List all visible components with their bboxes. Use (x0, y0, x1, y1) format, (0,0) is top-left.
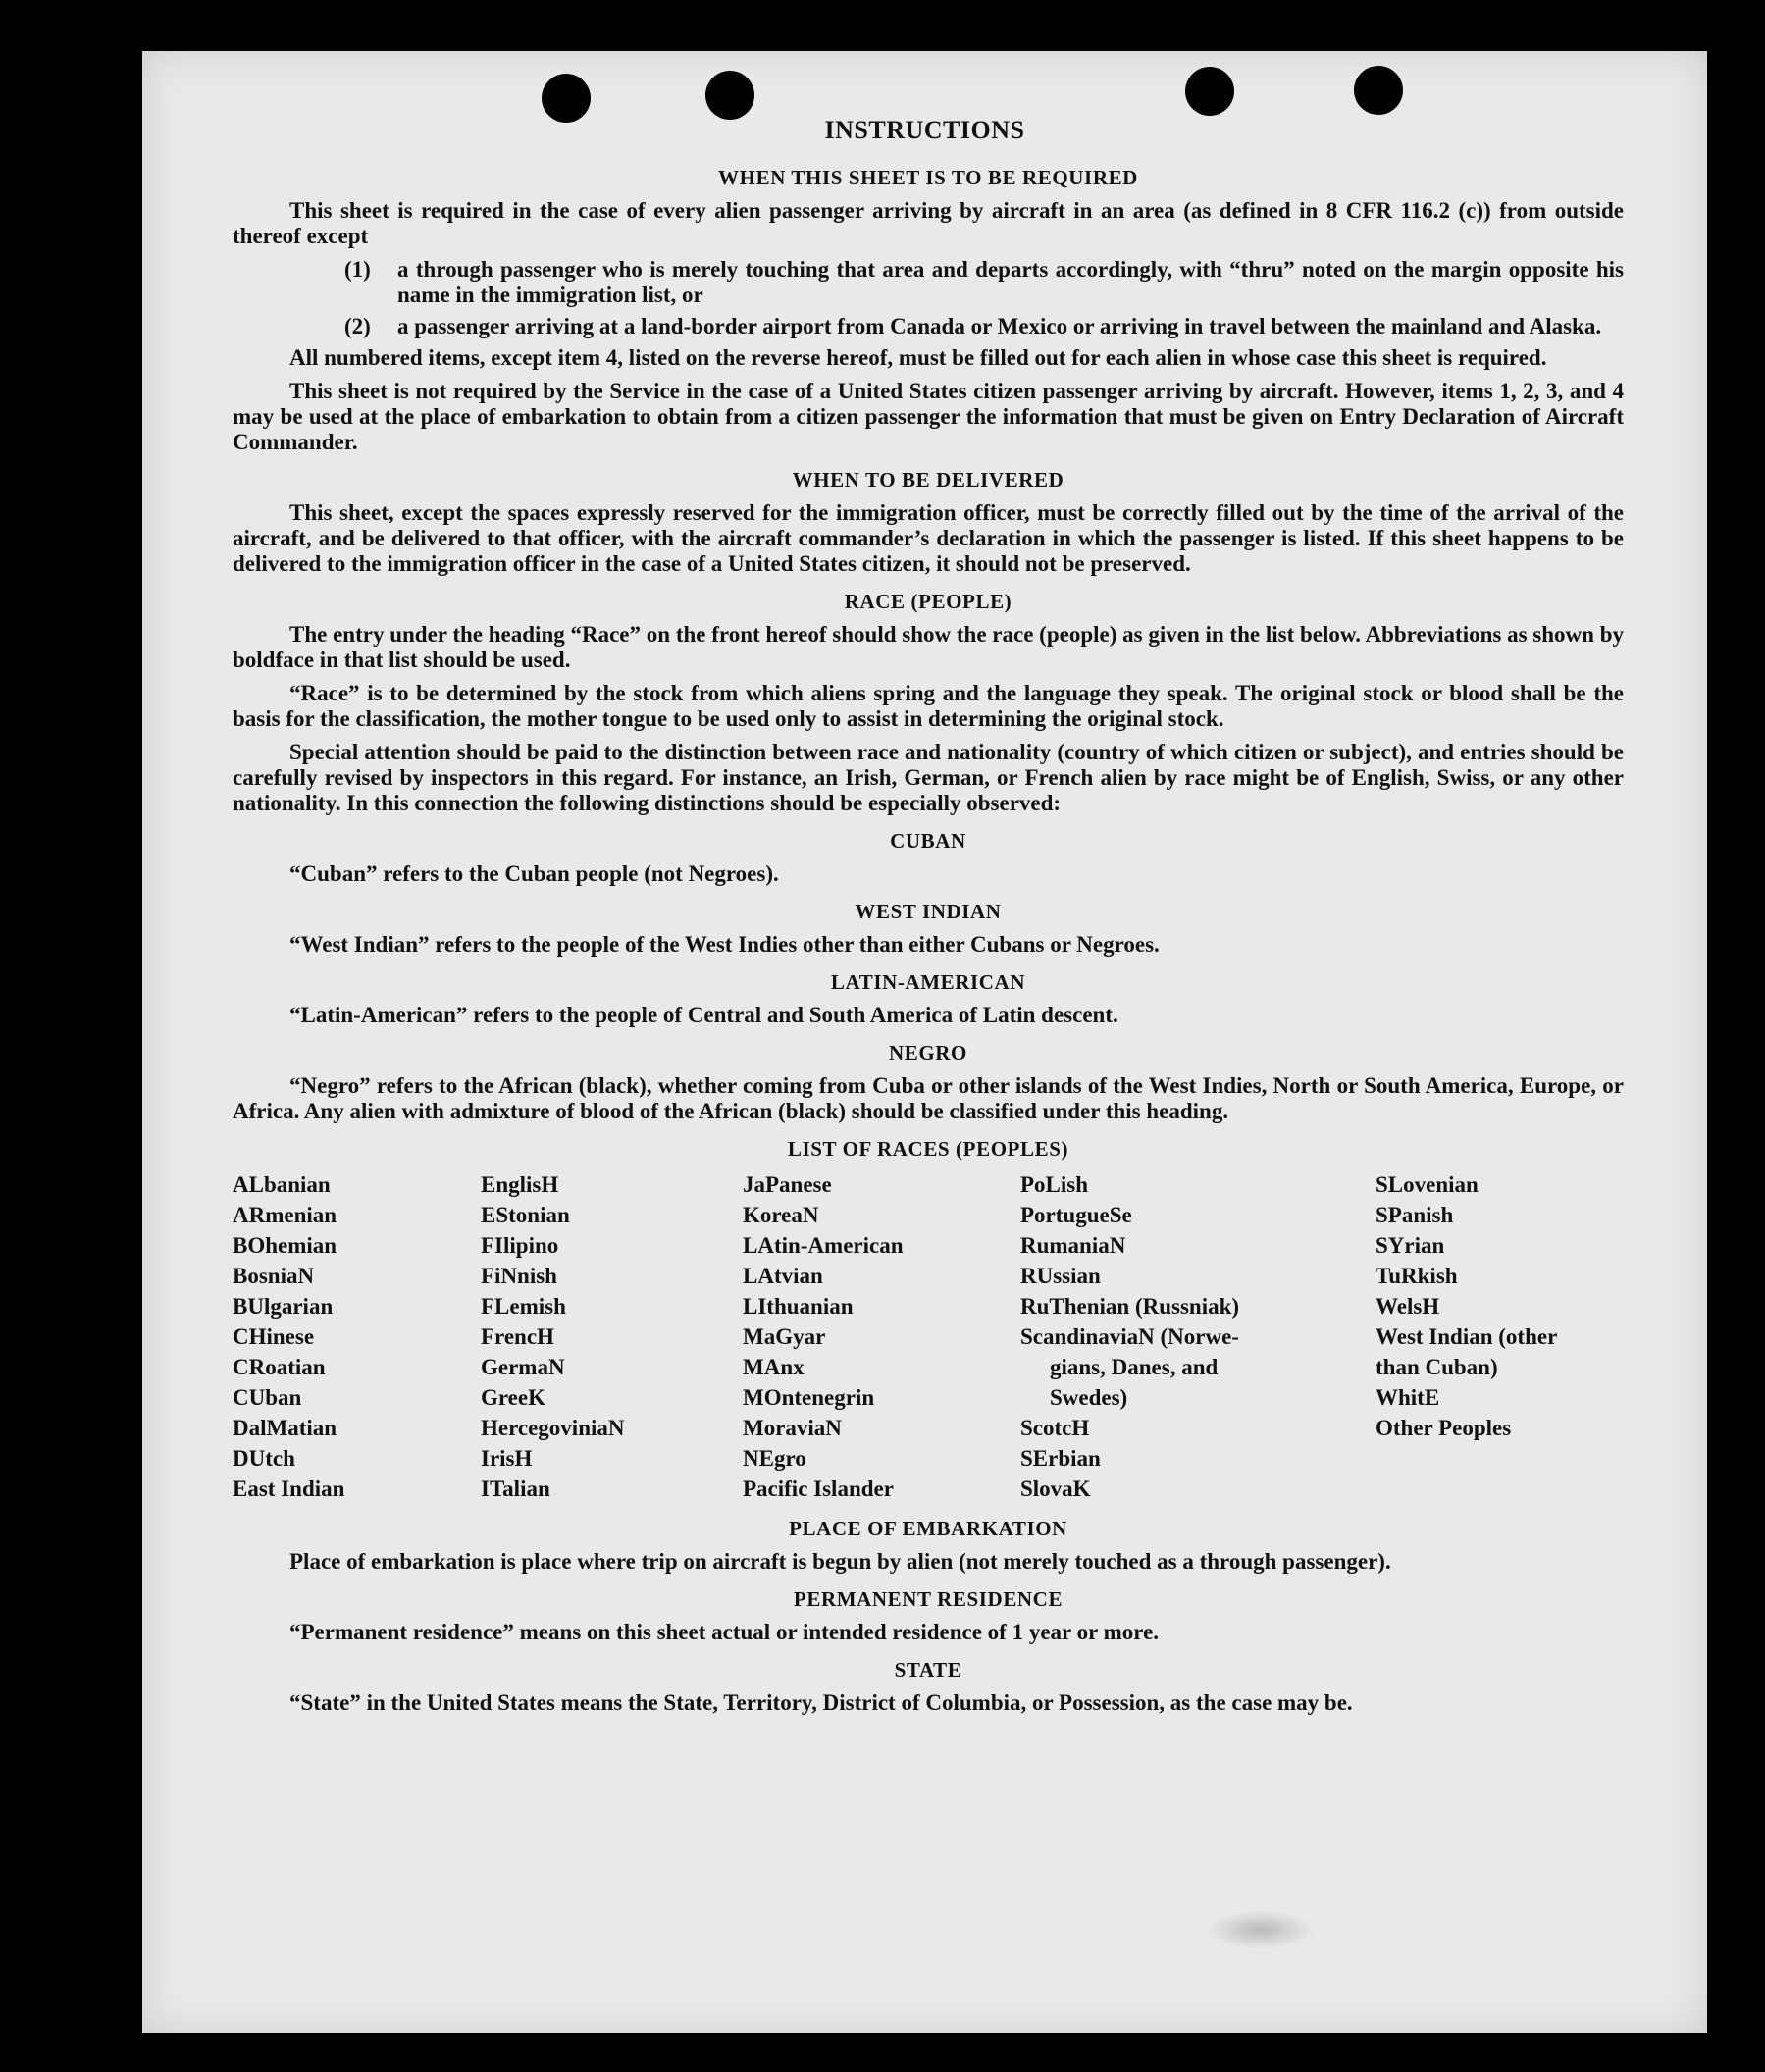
paragraph-negro: “Negro” refers to the African (black), whether coming from Cuba or other islands of the West Indies, North or South America, Europe, or Africa. Any alien with admixture of blood of the African (black) should be classified under this heading. (233, 1073, 1624, 1123)
paragraph-race-1: The entry under the heading “Race” on the front hereof should show the race (people) as given in the list below. Abbreviations as shown by boldface in that list should be used. (233, 622, 1624, 672)
heading-west-indian: WEST INDIAN (855, 900, 1002, 923)
page-title: INSTRUCTIONS (824, 116, 1025, 144)
item-number: (1) (344, 257, 371, 282)
race-entry: MOntenegrin (743, 1385, 875, 1410)
race-entry: LIthuanian (743, 1294, 854, 1319)
races-column-4-part-b (1020, 1352, 1376, 1413)
race-entry: FLemish (481, 1294, 566, 1319)
races-column-5-part-c (1376, 1382, 1624, 1443)
exception-item-1 (233, 257, 1624, 308)
paragraph-latin-american: “Latin-American” refers to the people of Central and South America of Latin descent. (289, 1003, 1118, 1027)
race-entry: GreeK (481, 1385, 545, 1410)
paragraph-cuban: “Cuban” refers to the Cuban people (not Negroes). (289, 861, 779, 886)
race-entry: RumaniaN (1020, 1233, 1126, 1258)
race-entry: FIlipino (481, 1233, 559, 1258)
paragraph-required-3: This sheet is not required by the Service in the case of a United States citizen passenger arriving by aircraft. However, items 1, 2, 3, and 4 may be used at the place of embarkation to obtain from a citizen passenger the information that must be given on Entry Declaration of Aircraft Commander. (233, 379, 1624, 454)
race-entry: MoraviaN (743, 1416, 842, 1440)
race-entry: TuRkish (1376, 1264, 1458, 1288)
item-text: a passenger arriving at a land-border airport from Canada or Mexico or arriving in travel between the mainland and Alaska. (397, 314, 1602, 338)
race-entry: SlovaK (1020, 1476, 1091, 1501)
race-entry: ScandinaviaN (Norwe- (1020, 1324, 1239, 1349)
race-entry: RUssian (1020, 1264, 1101, 1288)
race-entry: WhitE (1376, 1385, 1440, 1410)
race-entry: SErbian (1020, 1446, 1101, 1471)
races-column-4-part-a (1020, 1169, 1376, 1352)
item-number: (2) (344, 314, 371, 338)
heading-cuban: CUBAN (890, 829, 966, 853)
punch-hole-2 (705, 71, 754, 120)
heading-race: RACE (PEOPLE) (844, 590, 1012, 613)
races-column-4 (1020, 1169, 1376, 1504)
paragraph-race-3: Special attention should be paid to the distinction between race and nationality (country of which citizen or subject), and entries should be carefully revised by inspectors in this regard. For instance, an Irish, German, or French alien by race might be of English, Swiss, or any other nationality. In this connection the following distinctions should be especially observed: (233, 740, 1624, 815)
races-column-3 (743, 1169, 1020, 1504)
paragraph-west-indian: “West Indian” refers to the people of the West Indies other than either Cubans or Negroes. (289, 932, 1160, 957)
race-entry: BosniaN (233, 1264, 315, 1288)
race-entry: HercegoviniaN (481, 1416, 625, 1440)
heading-list-of-races: LIST OF RACES (PEOPLES) (787, 1137, 1069, 1161)
race-entry: NEgro (743, 1446, 806, 1471)
races-column-2 (481, 1169, 743, 1504)
race-entry: SPanish (1376, 1203, 1454, 1227)
race-entry: West Indian (other (1376, 1324, 1558, 1349)
race-entry: LAtvian (743, 1264, 823, 1288)
race-entry: JaPanese (743, 1172, 832, 1197)
punch-hole-4 (1354, 66, 1403, 115)
races-column-4-part-c (1020, 1413, 1376, 1504)
instructions-body (233, 153, 1624, 1724)
race-entry: EnglisH (481, 1172, 559, 1197)
race-entry: MaGyar (743, 1324, 826, 1349)
ink-smudge (1207, 1910, 1315, 1949)
races-column-5-part-b (1376, 1352, 1624, 1382)
heading-state: STATE (894, 1658, 962, 1682)
race-entry: PortugueSe (1020, 1203, 1132, 1227)
races-list (233, 1169, 1624, 1504)
race-entry: than Cuban) (1376, 1355, 1498, 1379)
paragraph-permanent-residence: “Permanent residence” means on this sheet actual or intended residence of 1 year or more. (289, 1620, 1160, 1644)
heading-negro: NEGRO (888, 1041, 967, 1064)
race-entry: KoreaN (743, 1203, 819, 1227)
document-page (142, 51, 1707, 2033)
exception-item-2 (233, 314, 1624, 339)
races-column-1 (233, 1169, 481, 1504)
race-entry: ALbanian (233, 1172, 331, 1197)
race-entry: East Indian (233, 1476, 345, 1501)
paragraph-required-2: All numbered items, except item 4, listed on the reverse hereof, must be filled out for each alien in whose case this sheet is required. (289, 345, 1547, 370)
race-entry: ScotcH (1020, 1416, 1090, 1440)
race-entry: FiNnish (481, 1264, 557, 1288)
race-entry: CUban (233, 1385, 302, 1410)
heading-embarkation: PLACE OF EMBARKATION (789, 1517, 1067, 1540)
paragraph-race-2: “Race” is to be determined by the stock from which aliens spring and the language they speak. The original stock or blood shall be the basis for the classification, the mother tongue to be used only to assist in determining the original stock. (233, 681, 1624, 731)
paragraph-required-1: This sheet is required in the case of every alien passenger arriving by aircraft in an area (as defined in 8 CFR 116.2 (c)) from outside thereof except (233, 198, 1624, 248)
race-entry: gians, Danes, and (1050, 1355, 1219, 1379)
race-entry: MAnx (743, 1355, 805, 1379)
race-entry: RuThenian (Russniak) (1020, 1294, 1240, 1319)
punch-hole-3 (1185, 67, 1234, 116)
race-entry: DUtch (233, 1446, 295, 1471)
item-text: a through passenger who is merely touching that area and departs accordingly, with “thru” noted on the margin opposite his name in the immigration list, or (397, 257, 1624, 307)
heading-required: WHEN THIS SHEET IS TO BE REQUIRED (718, 166, 1138, 189)
race-entry: SLovenian (1376, 1172, 1479, 1197)
race-entry: Pacific Islander (743, 1476, 894, 1501)
paragraph-embarkation: Place of embarkation is place where trip on aircraft is begun by alien (not merely touched as a through passenger). (289, 1549, 1391, 1574)
race-entry: SYrian (1376, 1233, 1445, 1258)
race-entry: WelsH (1376, 1294, 1440, 1319)
race-entry: IrisH (481, 1446, 533, 1471)
paragraph-delivered: This sheet, except the spaces expressly reserved for the immigration officer, must be correctly filled out by the time of the arrival of the aircraft, and be delivered to that officer, with the aircraft commander’s declaration in which the passenger is listed. If this sheet happens to be delivered to the immigration officer in the case of a United States citizen, it should not be preserved. (233, 500, 1624, 576)
race-entry: GermaN (481, 1355, 565, 1379)
race-entry: ITalian (481, 1476, 550, 1501)
heading-permanent-residence: PERMANENT RESIDENCE (793, 1587, 1064, 1611)
race-entry: FrencH (481, 1324, 554, 1349)
race-entry: CHinese (233, 1324, 315, 1349)
race-entry: DalMatian (233, 1416, 337, 1440)
heading-latin-american: LATIN-AMERICAN (830, 970, 1026, 994)
race-entry: CRoatian (233, 1355, 326, 1379)
race-entry: LAtin-American (743, 1233, 904, 1258)
heading-delivered: WHEN TO BE DELIVERED (792, 468, 1064, 492)
race-entry: BUlgarian (233, 1294, 334, 1319)
races-column-5 (1376, 1169, 1624, 1504)
races-column-5-part-a (1376, 1169, 1624, 1352)
race-entry: Swedes) (1050, 1385, 1128, 1410)
race-entry: PoLish (1020, 1172, 1089, 1197)
race-entry: BOhemian (233, 1233, 337, 1258)
race-entry: EStonian (481, 1203, 570, 1227)
race-entry: Other Peoples (1376, 1416, 1512, 1440)
race-entry: ARmenian (233, 1203, 337, 1227)
paragraph-state: “State” in the United States means the State, Territory, District of Columbia, or Possession, as the case may be. (289, 1690, 1353, 1715)
